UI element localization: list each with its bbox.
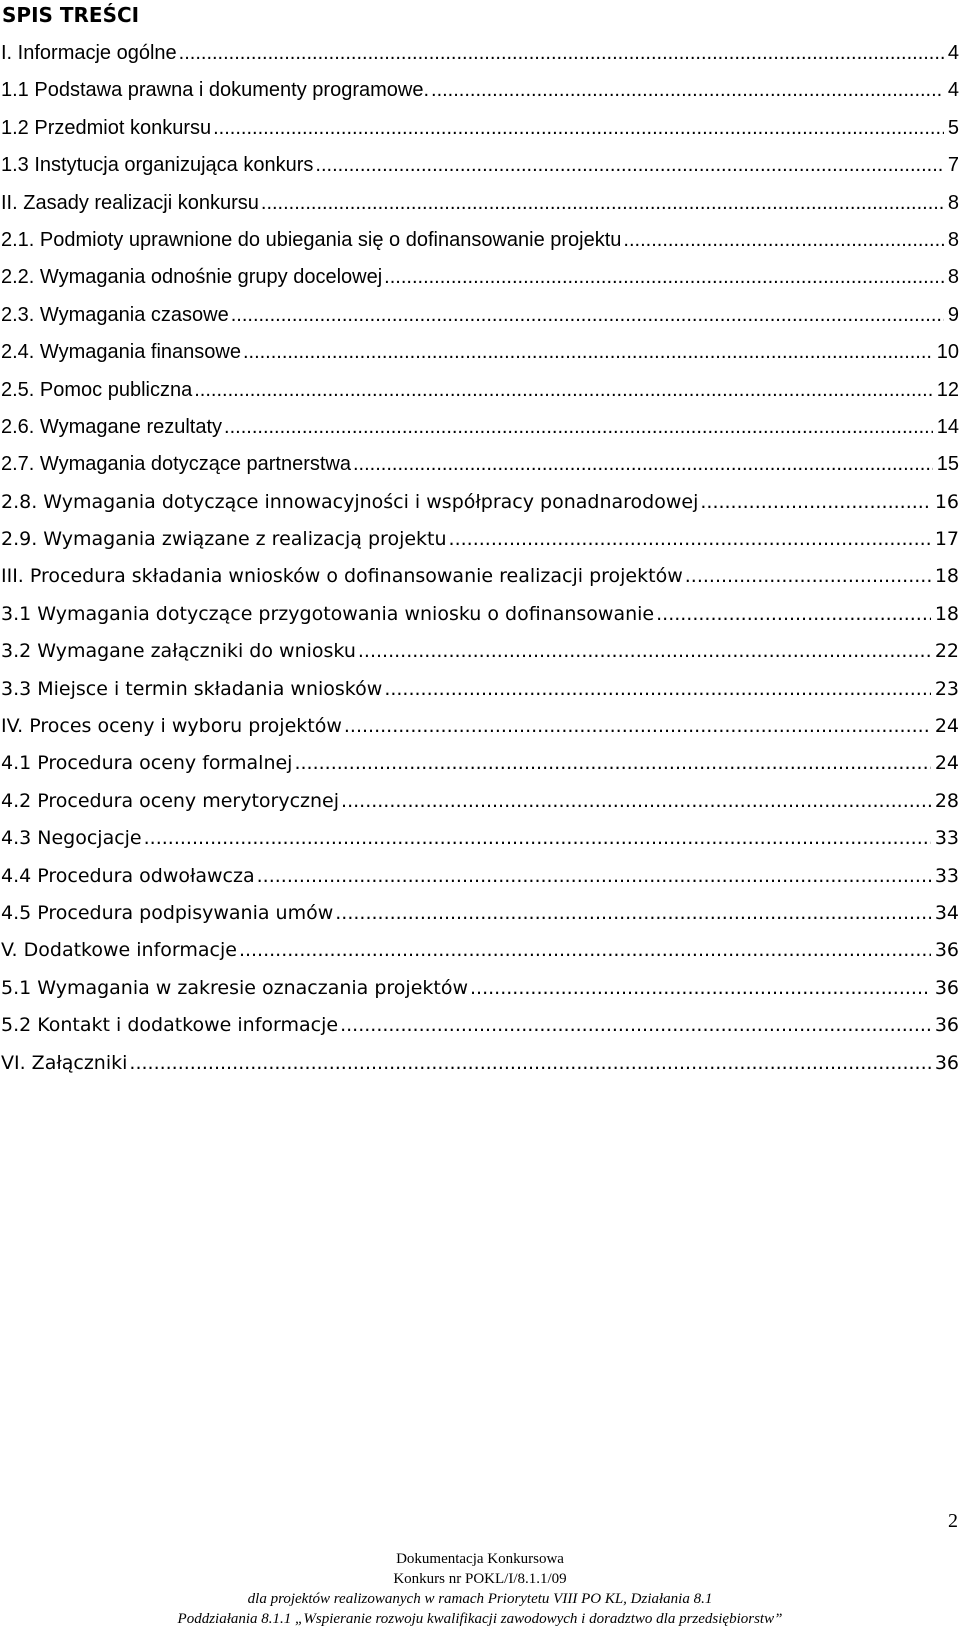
- toc-entry-label: 2.4. Wymagania finansowe: [1, 341, 241, 364]
- toc-entry[interactable]: [0, 975, 960, 1012]
- toc-entry-label: V. Dodatkowe informacje: [1, 939, 237, 962]
- toc-dot-leader: [243, 339, 933, 365]
- table-of-contents: [0, 40, 960, 1087]
- toc-entry-page: 4: [947, 79, 959, 102]
- toc-entry-label: 3.3 Miejsce i termin składania wniosków: [1, 677, 383, 700]
- toc-entry-page: 24: [934, 752, 959, 775]
- toc-entry-page: 33: [934, 864, 959, 887]
- toc-entry-page: 36: [934, 1051, 959, 1074]
- page-number: 2: [948, 1510, 958, 1532]
- toc-entry-page: 18: [934, 602, 959, 625]
- toc-entry-label: 2.5. Pomoc publiczna: [1, 378, 193, 401]
- toc-entry[interactable]: [0, 489, 960, 526]
- toc-dot-leader: [384, 676, 931, 702]
- toc-entry-page: 36: [934, 976, 959, 999]
- toc-entry[interactable]: [0, 526, 960, 563]
- toc-dot-leader: [129, 1050, 930, 1076]
- toc-entry-label: 1.3 Instytucja organizująca konkurs: [1, 154, 314, 177]
- toc-entry[interactable]: [0, 227, 960, 264]
- toc-entry[interactable]: [0, 825, 960, 862]
- toc-entry[interactable]: [0, 676, 960, 713]
- toc-dot-leader: [431, 77, 944, 103]
- toc-dot-leader: [231, 302, 944, 328]
- toc-entry-label: 1.1 Podstawa prawna i dokumenty programowe.: [1, 79, 430, 102]
- toc-entry-label: 2.1. Podmioty uprawnione do ubiegania się o dofinansowanie projektu: [1, 228, 622, 251]
- toc-dot-leader: [194, 377, 933, 403]
- footer-priority-line: dla projektów realizowanych w ramach Priorytetu VIII PO KL, Działania 8.1: [247, 1591, 713, 1607]
- toc-entry[interactable]: [0, 788, 960, 825]
- toc-entry-page: 8: [947, 228, 959, 251]
- toc-entry-page: 5: [947, 116, 959, 139]
- toc-entry-label: 2.6. Wymagane rezultaty: [1, 415, 223, 438]
- toc-entry-page: 4: [947, 42, 959, 64]
- toc-entry-label: 2.3. Wymagania czasowe: [1, 303, 229, 326]
- toc-entry[interactable]: [0, 863, 960, 900]
- toc-entry-label: I. Informacje ogólne: [1, 42, 177, 64]
- toc-entry-label: 4.1 Procedura oceny formalnej: [1, 752, 293, 775]
- toc-entry[interactable]: [0, 713, 960, 750]
- toc-dot-leader: [224, 414, 933, 440]
- page-footer: [0, 1549, 960, 1629]
- toc-dot-leader: [340, 1012, 931, 1038]
- toc-entry-label: 2.2. Wymagania odnośnie grupy docelowej: [1, 266, 383, 289]
- toc-entry[interactable]: [0, 377, 960, 414]
- toc-entry-label: 2.7. Wymagania dotyczące partnerstwa: [1, 453, 351, 476]
- toc-entry[interactable]: [0, 190, 960, 227]
- toc-entry[interactable]: [0, 601, 960, 638]
- toc-entry-label: 5.2 Kontakt i dodatkowe informacje: [1, 1014, 339, 1037]
- toc-entry-label: VI. Załączniki: [1, 1051, 128, 1074]
- toc-dot-leader: [261, 190, 944, 216]
- footer-subaction-line: Poddziałania 8.1.1 „Wspieranie rozwoju kwalifikacji zawodowych i doradztwo dla przedsiębiorstw”: [177, 1611, 783, 1627]
- toc-entry-label: 2.9. Wymagania związane z realizacją projektu: [1, 528, 447, 551]
- toc-entry[interactable]: [0, 152, 960, 189]
- toc-entry[interactable]: [0, 302, 960, 339]
- toc-dot-leader: [344, 713, 931, 739]
- toc-entry[interactable]: [0, 750, 960, 787]
- toc-dot-leader: [685, 563, 931, 589]
- toc-entry-label: 5.1 Wymagania w zakresie oznaczania projektów: [1, 976, 469, 999]
- toc-dot-leader: [257, 863, 931, 889]
- toc-entry-label: 4.5 Procedura podpisywania umów: [1, 901, 334, 924]
- toc-entry[interactable]: [0, 77, 960, 114]
- toc-entry-label: 1.2 Przedmiot konkursu: [1, 116, 212, 139]
- toc-dot-leader: [470, 975, 931, 1001]
- toc-title: SPIS TREŚCI: [2, 3, 140, 27]
- toc-entry-label: 4.4 Procedura odwoławcza: [1, 864, 255, 887]
- toc-entry-page: 34: [934, 901, 959, 924]
- toc-dot-leader: [656, 601, 931, 627]
- toc-entry-page: 24: [934, 715, 959, 738]
- toc-entry-page: 10: [936, 341, 959, 364]
- toc-entry[interactable]: [0, 451, 960, 488]
- toc-entry-page: 14: [936, 415, 959, 438]
- toc-entry[interactable]: [0, 900, 960, 937]
- toc-dot-leader: [384, 264, 944, 290]
- toc-dot-leader: [294, 750, 930, 776]
- toc-entry[interactable]: [0, 1050, 960, 1087]
- toc-entry-label: IV. Proces oceny i wyboru projektów: [1, 715, 342, 738]
- toc-dot-leader: [315, 152, 943, 178]
- toc-dot-leader: [239, 937, 931, 963]
- toc-entry-page: 22: [934, 640, 959, 663]
- toc-entry-page: 23: [934, 677, 959, 700]
- toc-entry-label: 4.2 Procedura oceny merytorycznej: [1, 789, 340, 812]
- toc-entry-label: 2.8. Wymagania dotyczące innowacyjności i współpracy ponadnarodowej: [1, 490, 699, 513]
- toc-dot-leader: [341, 788, 931, 814]
- toc-entry-label: III. Procedura składania wniosków o dofinansowanie realizacji projektów: [1, 565, 683, 588]
- toc-entry-page: 16: [934, 490, 959, 513]
- footer-contest-number: Konkurs nr POKL/I/8.1.1/09: [393, 1571, 567, 1587]
- toc-entry[interactable]: [0, 563, 960, 600]
- toc-dot-leader: [353, 451, 933, 477]
- toc-entry[interactable]: [0, 414, 960, 451]
- toc-entry-label: 4.3 Negocjacje: [1, 827, 142, 850]
- toc-entry-page: 9: [947, 303, 959, 326]
- toc-entry[interactable]: [0, 339, 960, 376]
- toc-entry-page: 36: [934, 1014, 959, 1037]
- toc-entry[interactable]: [0, 937, 960, 974]
- toc-entry-page: 8: [947, 191, 959, 214]
- toc-entry-page: 12: [936, 378, 959, 401]
- toc-entry-page: 15: [936, 453, 959, 476]
- toc-dot-leader: [144, 825, 931, 851]
- toc-entry-label: 3.2 Wymagane załączniki do wniosku: [1, 640, 356, 663]
- toc-entry-page: 33: [934, 827, 959, 850]
- toc-dot-leader: [700, 489, 930, 515]
- toc-dot-leader: [358, 638, 931, 664]
- toc-entry-page: 28: [934, 789, 959, 812]
- toc-entry-page: 36: [934, 939, 959, 962]
- toc-entry-label: 3.1 Wymagania dotyczące przygotowania wniosku o dofinansowanie: [1, 602, 655, 625]
- toc-entry-label: II. Zasady realizacji konkursu: [1, 191, 259, 214]
- toc-entry[interactable]: [0, 264, 960, 301]
- toc-entry[interactable]: [0, 40, 960, 77]
- toc-entry-page: 8: [947, 266, 959, 289]
- toc-dot-leader: [335, 900, 931, 926]
- toc-dot-leader: [179, 40, 944, 66]
- toc-entry-page: 17: [934, 528, 959, 551]
- toc-dot-leader: [449, 526, 931, 552]
- toc-dot-leader: [623, 227, 943, 253]
- toc-entry[interactable]: [0, 1012, 960, 1049]
- toc-entry-page: 18: [934, 565, 959, 588]
- toc-entry[interactable]: [0, 638, 960, 675]
- toc-entry-page: 7: [947, 154, 959, 177]
- footer-document-title: Dokumentacja Konkursowa: [396, 1551, 564, 1567]
- toc-dot-leader: [213, 115, 944, 141]
- toc-entry[interactable]: [0, 115, 960, 152]
